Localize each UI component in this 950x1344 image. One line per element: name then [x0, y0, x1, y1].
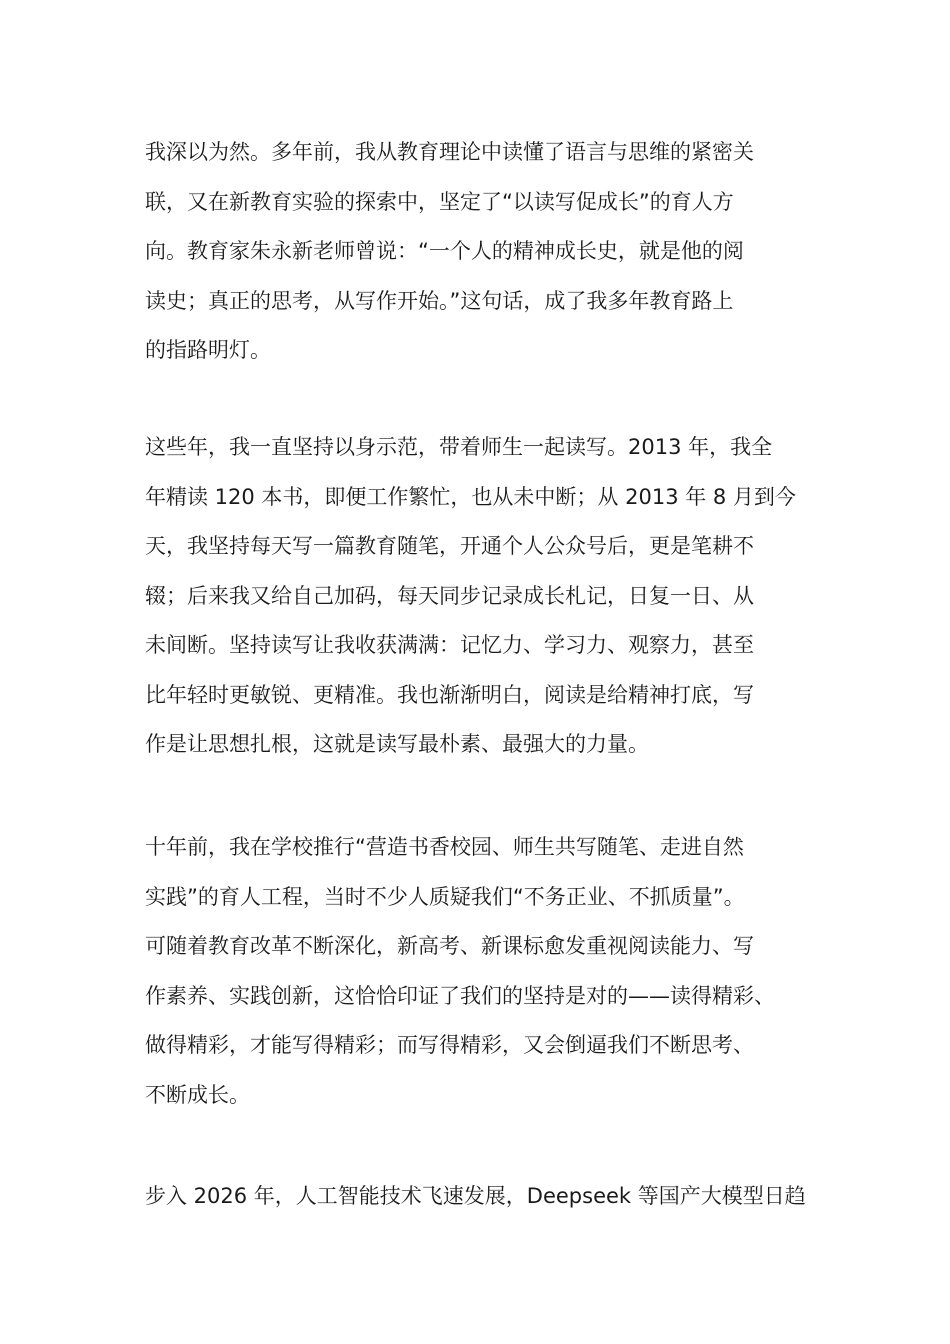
text-line: 辍；后来我又给自己加码，每天同步记录成长札记，日复一日、从 [145, 583, 754, 608]
text-line: 的指路明灯。 [145, 338, 271, 362]
text-line: 做得精彩，才能写得精彩；而写得精彩，又会倒逼我们不断思考、 [145, 1033, 754, 1057]
text-line: 未间断。坚持读写让我收获满满：记忆力、学习力、观察力，甚至 [145, 633, 754, 657]
paragraph-ai-era [145, 1172, 825, 1222]
text-line: 我深以为然。多年前，我从教育理论中读懂了语言与思维的紧密关 [145, 140, 754, 164]
paragraph-school-project [145, 823, 825, 1120]
text-line: 天，我坚持每天写一篇教育随笔，开通个人公众号后，更是笔耕不 [145, 534, 754, 558]
text-line: 这些年，我一直坚持以身示范，带着师生一起读写。2013 年，我全 [145, 435, 773, 459]
text-line: 十年前，我在学校推行“营造书香校园、师生共写随笔、走进自然 [145, 835, 744, 859]
text-line: 联，又在新教育实验的探索中，坚定了“以读写促成长”的育人方 [145, 189, 734, 214]
text-line: 比年轻时更敏锐、更精准。我也渐渐明白，阅读是给精神打底，写 [145, 682, 754, 707]
text-line: 不断成长。 [145, 1082, 250, 1107]
text-line: 作素养、实践创新，这恰恰印证了我们的坚持是对的——读得精彩、 [145, 983, 775, 1008]
text-line: 可随着教育改革不断深化，新高考、新课标愈发重视阅读能力、写 [145, 934, 754, 958]
paragraph-personal-practice [145, 423, 825, 770]
text-line: 向。教育家朱永新老师曾说：“一个人的精神成长史，就是他的阅 [145, 239, 744, 263]
text-line: 步入 2026 年，人工智能技术飞速发展，Deepseek 等国产大模型日趋 [145, 1184, 806, 1208]
text-line: 读史；真正的思考，从写作开始。”这句话，成了我多年教育路上 [145, 288, 734, 313]
paragraph-reading-writing-philosophy [145, 128, 825, 376]
text-line: 实践”的育人工程，当时不少人质疑我们“不务正业、不抓质量”。 [145, 884, 745, 909]
text-line: 作是让思想扎根，这就是读写最朴素、最强大的力量。 [145, 732, 649, 756]
text-line: 年精读 120 本书，即便工作繁忙，也从未中断；从 2013 年 8 月到今 [145, 484, 796, 509]
